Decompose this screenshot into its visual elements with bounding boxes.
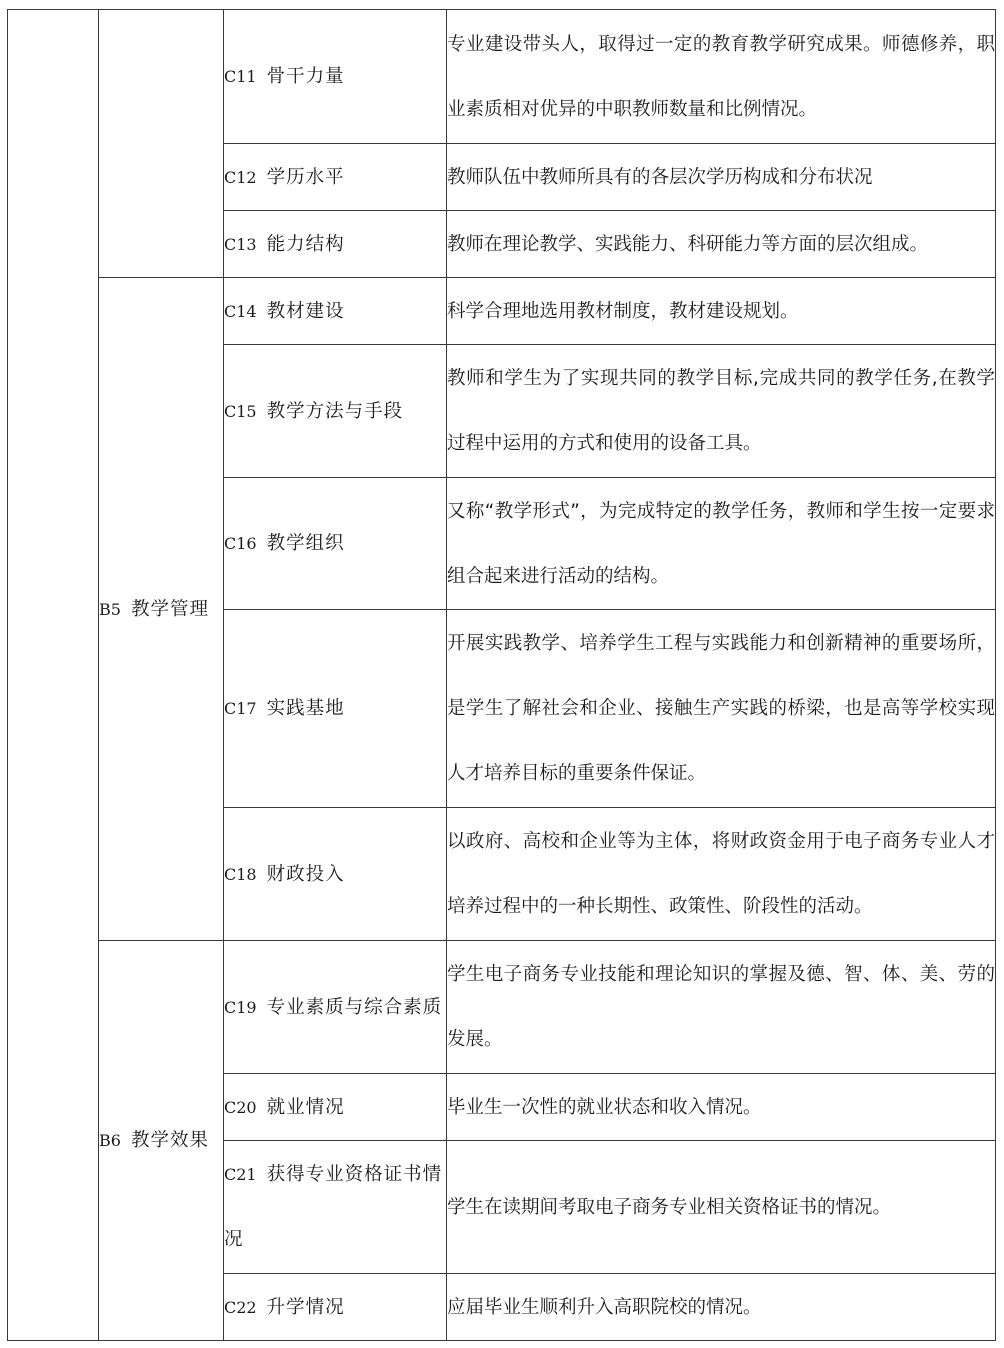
- tertiary-index-cell: [224, 278, 447, 345]
- table-row: [8, 278, 996, 345]
- tertiary-index-name: 教学组织: [266, 533, 345, 554]
- index-description: 教师队伍中教师所具有的各层次学历构成和分布状况: [447, 144, 996, 211]
- secondary-index-cell: [99, 278, 224, 941]
- tertiary-index-cell: [224, 10, 447, 144]
- tertiary-index-code: C19: [224, 997, 257, 1017]
- tertiary-index-code: C17: [224, 699, 257, 718]
- index-description: 学生电子商务专业技能和理论知识的掌握及德、智、体、美、劳的发展。: [447, 941, 996, 1074]
- secondary-index-name: 教学管理: [130, 598, 209, 620]
- index-description: 科学合理地选用教材制度，教材建设规划。: [447, 278, 996, 345]
- tertiary-index-code: C15: [224, 401, 257, 421]
- index-description: 以政府、高校和企业等为主体，将财政资金用于电子商务专业人才培养过程中的一种长期性、政策性、阶段性的活动。: [447, 808, 996, 941]
- tertiary-index-code: C22: [224, 1297, 257, 1317]
- tertiary-index-cell: [224, 211, 447, 278]
- tertiary-index-name: 专业素质与综合素质: [266, 996, 443, 1018]
- tertiary-index-name: 骨干力量: [266, 66, 345, 87]
- index-description: 教师和学生为了实现共同的教学目标,完成共同的教学任务,在教学过程中运用的方式和使用的设备工具。: [447, 345, 996, 478]
- secondary-index-code: B5: [99, 599, 121, 619]
- table-row: [8, 10, 996, 144]
- secondary-index-cell: [99, 10, 224, 278]
- secondary-index-cell: [99, 941, 224, 1341]
- tertiary-index-cell: [224, 345, 447, 478]
- tertiary-index-name: 教学方法与手段: [266, 400, 404, 422]
- tertiary-index-name: 就业情况: [266, 1096, 345, 1118]
- tertiary-index-code: C18: [224, 864, 257, 884]
- tertiary-index-name: 获得专业资格证书情况: [224, 1164, 443, 1250]
- tertiary-index-name: 学历水平: [266, 166, 345, 188]
- index-description: 又称“教学形式”，为完成特定的教学任务，教师和学生按一定要求组合起来进行活动的结构。: [447, 478, 996, 610]
- secondary-index-name: 教学效果: [130, 1130, 209, 1151]
- index-description: 毕业生一次性的就业状态和收入情况。: [447, 1074, 996, 1141]
- tertiary-index-name: 教材建设: [266, 300, 345, 322]
- index-description: 应届毕业生顺利升入高职院校的情况。: [447, 1274, 996, 1341]
- tertiary-index-code: C20: [224, 1097, 257, 1117]
- index-description: 专业建设带头人，取得过一定的教育教学研究成果。师德修养，职业素质相对优异的中职教师数量和比例情况。: [447, 10, 996, 144]
- tertiary-index-code: C14: [224, 301, 257, 321]
- evaluation-index-table: [7, 9, 996, 1341]
- tertiary-index-code: C21: [224, 1165, 257, 1184]
- table-row: [8, 941, 996, 1074]
- tertiary-index-code: C16: [224, 534, 257, 553]
- tertiary-index-cell: [224, 144, 447, 211]
- tertiary-index-name: 财政投入: [266, 863, 345, 885]
- tertiary-index-cell: [224, 941, 447, 1074]
- primary-index-cell: [8, 10, 99, 1341]
- tertiary-index-cell: [224, 1141, 447, 1274]
- tertiary-index-code: C12: [224, 167, 257, 187]
- tertiary-index-cell: [224, 808, 447, 941]
- secondary-index-code: B6: [99, 1131, 121, 1150]
- tertiary-index-cell: [224, 1274, 447, 1341]
- index-description: 教师在理论教学、实践能力、科研能力等方面的层次组成。: [447, 211, 996, 278]
- tertiary-index-cell: [224, 1074, 447, 1141]
- tertiary-index-name: 升学情况: [266, 1296, 345, 1318]
- tertiary-index-name: 实践基地: [266, 698, 345, 719]
- tertiary-index-code: C11: [224, 67, 257, 86]
- index-description: 开展实践教学、培养学生工程与实践能力和创新精神的重要场所，是学生了解社会和企业、接触生产实践的桥梁，也是高等学校实现人才培养目标的重要条件保证。: [447, 610, 996, 808]
- tertiary-index-cell: [224, 478, 447, 610]
- index-description: 学生在读期间考取电子商务专业相关资格证书的情况。: [447, 1141, 996, 1274]
- tertiary-index-code: C13: [224, 234, 257, 254]
- tertiary-index-name: 能力结构: [266, 233, 345, 255]
- tertiary-index-cell: [224, 610, 447, 808]
